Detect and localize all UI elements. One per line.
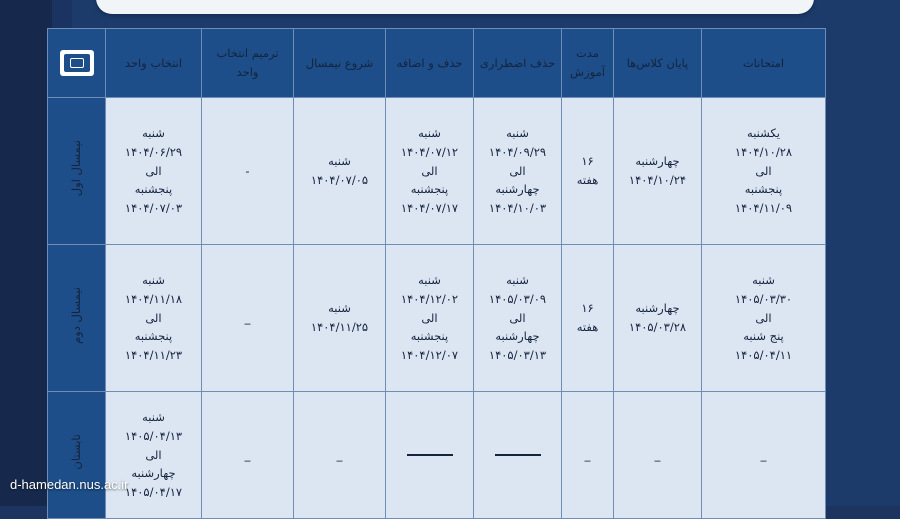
cell-add-drop — [386, 392, 474, 519]
cell-duration: ۱۶ هفته — [562, 245, 614, 392]
header-term-start: شروع نیمسال — [294, 29, 386, 98]
table-row — [48, 245, 826, 392]
row-label-semester-1 — [48, 98, 106, 245]
header-duration: مدت آموزش — [562, 29, 614, 98]
table-row — [48, 98, 826, 245]
empty-dash — [407, 454, 453, 456]
university-logo-cell — [48, 29, 106, 98]
row-label-summer — [48, 392, 106, 519]
cell-term-start: شنبه ۱۴۰۴/۰۷/۰۵ — [294, 98, 386, 245]
table-row — [48, 392, 826, 519]
cell-end-classes: _ — [614, 392, 702, 519]
row-label-text: نیمسال اول — [69, 139, 84, 197]
header-end-classes: پایان کلاس‌ها — [614, 29, 702, 98]
header-repair-selection: ترمیم انتخاب واحد — [202, 29, 294, 98]
cell-exams: یکشنبه ۱۴۰۴/۱۰/۲۸ الی پنجشنبه ۱۴۰۴/۱۱/۰۹ — [702, 98, 826, 245]
cell-end-classes: چهارشنبه ۱۴۰۵/۰۳/۲۸ — [614, 245, 702, 392]
left-dark-band — [0, 0, 52, 506]
site-url-watermark: d-hamedan.nus.ac.ir — [10, 477, 129, 492]
header-exams: امتحانات — [702, 29, 826, 98]
cell-repair: _ — [202, 392, 294, 519]
table-header-row — [48, 29, 826, 98]
cell-duration: ۱۶ هفته — [562, 98, 614, 245]
row-label-text: تابستان — [69, 434, 84, 470]
cell-repair: - — [202, 98, 294, 245]
cell-course-selection: شنبه ۱۴۰۵/۰۴/۱۳ الی چهارشنبه ۱۴۰۵/۰۴/۱۷ — [106, 392, 202, 519]
header-course-selection: انتخاب واحد — [106, 29, 202, 98]
cell-repair: _ — [202, 245, 294, 392]
academic-calendar-table — [47, 28, 826, 519]
cell-emergency-drop: شنبه ۱۴۰۵/۰۳/۰۹ الی چهارشنبه ۱۴۰۵/۰۳/۱۳ — [474, 245, 562, 392]
header-emergency-drop: حذف اضطراری — [474, 29, 562, 98]
row-label-semester-2 — [48, 245, 106, 392]
cell-exams: _ — [702, 392, 826, 519]
university-logo-mark — [64, 54, 90, 72]
university-logo-icon — [60, 50, 94, 76]
cell-duration: _ — [562, 392, 614, 519]
cell-emergency-drop — [474, 392, 562, 519]
cell-course-selection: شنبه ۱۴۰۴/۱۱/۱۸ الی پنجشنبه ۱۴۰۴/۱۱/۲۳ — [106, 245, 202, 392]
cell-emergency-drop: شنبه ۱۴۰۴/۰۹/۲۹ الی چهارشنبه ۱۴۰۴/۱۰/۰۳ — [474, 98, 562, 245]
cell-exams: شنبه ۱۴۰۵/۰۳/۳۰ الی پنج شنبه ۱۴۰۵/۰۴/۱۱ — [702, 245, 826, 392]
cell-end-classes: چهارشنبه ۱۴۰۴/۱۰/۲۴ — [614, 98, 702, 245]
cell-course-selection: شنبه ۱۴۰۴/۰۶/۲۹ الی پنجشنبه ۱۴۰۴/۰۷/۰۳ — [106, 98, 202, 245]
cell-term-start: _ — [294, 392, 386, 519]
top-rounded-bar — [96, 0, 814, 14]
row-label-text: نیمسال دوم — [69, 286, 84, 344]
cell-add-drop: شنبه ۱۴۰۴/۰۷/۱۲ الی پنجشنبه ۱۴۰۴/۰۷/۱۷ — [386, 98, 474, 245]
header-add-drop: حذف و اضافه — [386, 29, 474, 98]
empty-dash — [495, 454, 541, 456]
cell-term-start: شنبه ۱۴۰۴/۱۱/۲۵ — [294, 245, 386, 392]
cell-add-drop: شنبه ۱۴۰۴/۱۲/۰۲ الی پنجشنبه ۱۴۰۴/۱۲/۰۷ — [386, 245, 474, 392]
